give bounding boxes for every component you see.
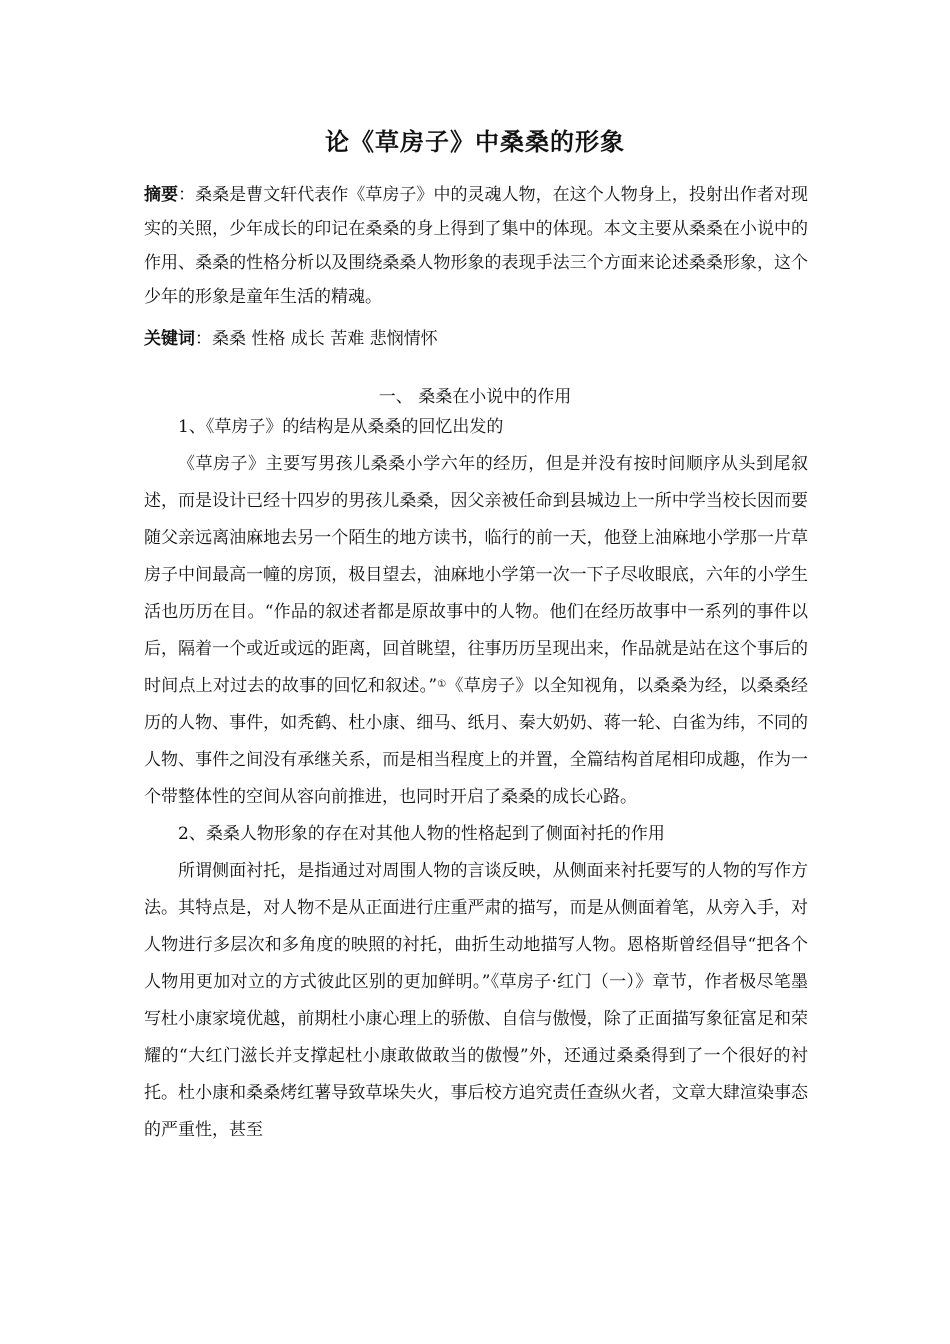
abstract bbox=[144, 178, 808, 314]
keywords-label: 关键词 bbox=[144, 329, 195, 349]
keywords bbox=[144, 322, 808, 356]
abstract-text: 桑桑是曹文轩代表作《草房子》中的灵魂人物，在这个人物身上，投射出作者对现实的关照，少年成长的印记在桑桑的身上得到了集中的体现。本文主要从桑桑在小说中的作用、桑桑的性格分析以及围绕桑桑人物形象的表现手法三个方面来论述桑桑形象，这个少年的形象是童年生活的精魂。 bbox=[144, 185, 809, 307]
subsection-heading-2: 2、桑桑人物形象的存在对其他人物的性格起到了侧面衬托的作用 bbox=[178, 824, 665, 844]
paragraph-1-part-a: 《草房子》主要写男孩儿桑桑小学六年的经历，但是并没有按时间顺序从头到尾叙述，而是设计已经十四岁的男孩儿桑桑，因父亲被任命到县城边上一所中学当校长因而要随父亲远离油麻地去另一个陌生的地方读书，临行的前一天，他登上油麻地小学那一片草房子中间最高一幢的房顶，极目望去，油麻地小学第一次一下子尽收眼底，六年的小学生活也历历在目。“作品的叙述者都是原故事中的人物。他们在经历故事中一系列的事件以后，隔着一个或近或远的距离，回首眺望，往事历历呈现出来，作品就是站在这个事后的时间点上对过去的故事的回忆和叙述。” bbox=[144, 454, 808, 696]
section-body bbox=[144, 409, 808, 1149]
subsection-heading-1: 1、《草房子》的结构是从桑桑的回忆出发的 bbox=[178, 417, 504, 437]
keywords-text: 桑桑 性格 成长 苦难 悲悯情怀 bbox=[212, 329, 438, 349]
abstract-label: 摘要 bbox=[144, 185, 179, 205]
document-title: 论《草房子》中桑桑的形象 bbox=[325, 128, 625, 156]
keywords-separator: ： bbox=[195, 329, 212, 349]
paragraph-1-part-b: 《草房子》以全知视角，以桑桑为经，以桑桑经历的人物、事件，如秃鹤、杜小康、细马、纸月、秦大奶奶、蒋一轮、白雀为纬，不同的人物、事件之间没有承继关系，而是相当程度上的并置，全篇结构首尾相印成趣，作为一个带整体性的空间从容向前推进，也同时开启了桑桑的成长心路。 bbox=[144, 676, 808, 807]
paragraph-1 bbox=[144, 446, 808, 816]
paragraph-2: 所谓侧面衬托，是指通过对周围人物的言谈反映，从侧面来衬托要写的人物的写作方法。其特点是，对人物不是从正面进行庄重严肃的描写，而是从侧面着笔，从旁入手，对人物进行多层次和多角度的映照的衬托，曲折生动地描写人物。恩格斯曾经倡导“把各个人物用更加对立的方式彼此区别的更加鲜明。”《草房子·红门（一）》章节，作者极尽笔墨写杜小康家境优越，前期杜小康心理上的骄傲、自信与傲慢，除了正面描写象征富足和荣耀的“大红门滋长并支撑起杜小康敢做敢当的傲慢”外，还通过桑桑得到了一个很好的衬托。杜小康和桑桑烤红薯导致草垛失火，事后校方追究责任查纵火者，文章大肆渲染事态的严重性，甚至 bbox=[144, 861, 808, 1140]
abstract-separator: ： bbox=[178, 185, 196, 205]
section-heading: 一、 桑桑在小说中的作用 bbox=[378, 387, 572, 407]
footnote-marker: ① bbox=[437, 679, 447, 690]
